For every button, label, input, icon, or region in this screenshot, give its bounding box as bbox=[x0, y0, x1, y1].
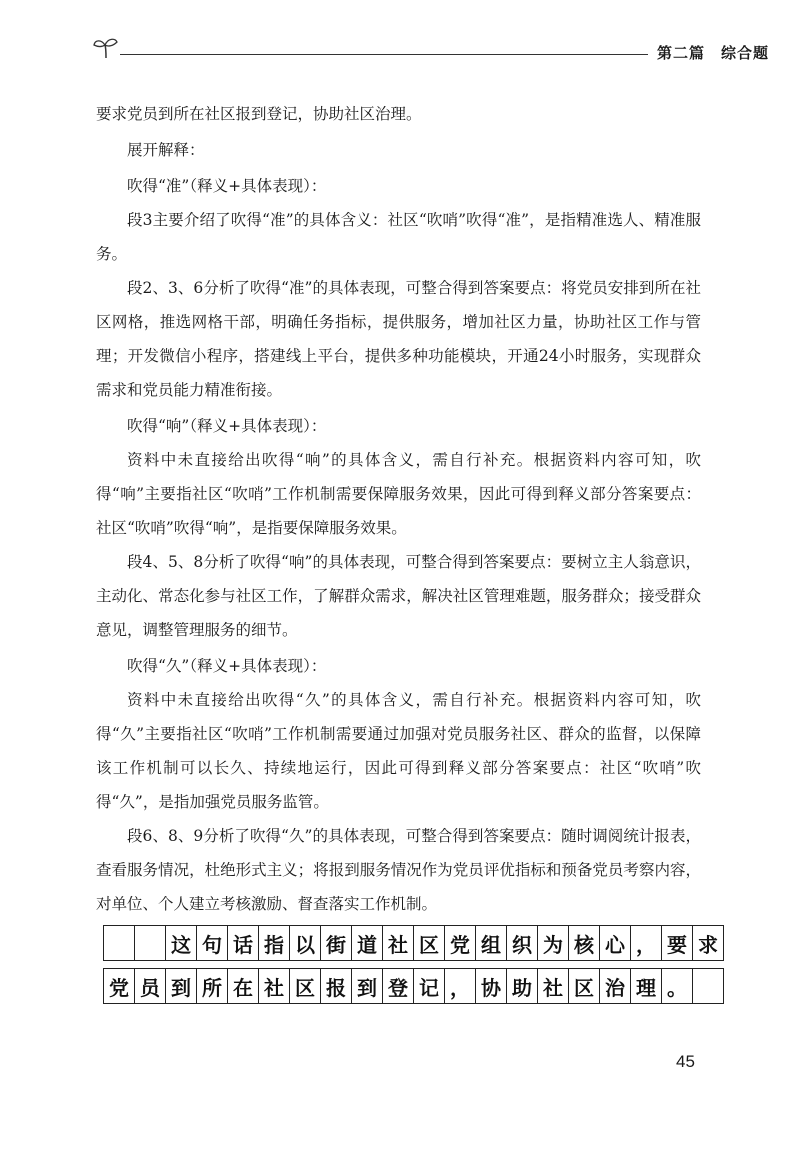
grid-cell: 区 bbox=[414, 926, 445, 961]
section-heading: 吹得“准”（释义+具体表现）： bbox=[127, 177, 327, 195]
grid-cell: 党 bbox=[445, 926, 476, 961]
grid-cell: 区 bbox=[569, 969, 600, 1004]
grid-cell: 以 bbox=[290, 926, 321, 961]
answer-grid-row-2 bbox=[103, 968, 724, 1004]
running-header bbox=[92, 36, 770, 66]
grid-cell: ， bbox=[631, 926, 662, 961]
grid-cell: 登 bbox=[383, 969, 414, 1004]
grid-cell: 道 bbox=[352, 926, 383, 961]
grid-cell: 指 bbox=[259, 926, 290, 961]
grid-cell: 所 bbox=[197, 969, 228, 1004]
grid-cell: 在 bbox=[228, 969, 259, 1004]
grid-cell: 社 bbox=[259, 969, 290, 1004]
grid-cell: 社 bbox=[538, 969, 569, 1004]
grid-cell: 报 bbox=[321, 969, 352, 1004]
body-paragraph: 资料中未直接给出吹得“响”的具体含义，需自行补充。根据资料内容可知，吹得“响”主要指社区“吹哨”工作机制需要保障服务效果，因此可得到释义部分答案要点：社区“吹哨”吹得“响”，是指要保障服务效果。 bbox=[96, 451, 701, 537]
body-paragraph: 段3主要介绍了吹得“准”的具体含义：社区“吹哨”吹得“准”，是指精准选人、精准服务。 bbox=[96, 211, 701, 263]
grid-cell: 求 bbox=[693, 926, 724, 961]
grid-cell: 组 bbox=[476, 926, 507, 961]
body-paragraph: 段4、5、8分析了吹得“响”的具体表现，可整合得到答案要点：要树立主人翁意识，主动化、常态化参与社区工作，了解群众需求，解决社区管理难题，服务群众；接受群众意见，调整管理服务的细节。 bbox=[96, 553, 701, 639]
grid-cell: 织 bbox=[507, 926, 538, 961]
grid-cell: 记 bbox=[414, 969, 445, 1004]
grid-cell: 区 bbox=[290, 969, 321, 1004]
grid-cell: 为 bbox=[538, 926, 569, 961]
chapter-title: 第二篇 综合题 bbox=[657, 44, 770, 62]
grid-cell bbox=[104, 926, 135, 961]
grid-cell: 治 bbox=[600, 969, 631, 1004]
grid-cell: 到 bbox=[352, 969, 383, 1004]
grid-cell: 句 bbox=[197, 926, 228, 961]
section-heading: 吹得“久”（释义+具体表现）： bbox=[127, 657, 327, 675]
grid-cell: ， bbox=[445, 969, 476, 1004]
grid-cell: 这 bbox=[166, 926, 197, 961]
header-rule bbox=[120, 54, 648, 55]
grid-cell: 核 bbox=[569, 926, 600, 961]
grid-cell: 话 bbox=[228, 926, 259, 961]
grid-cell: 员 bbox=[135, 969, 166, 1004]
sprout-icon bbox=[92, 36, 120, 60]
grid-cell: 要 bbox=[662, 926, 693, 961]
body-paragraph: 段2、3、6分析了吹得“准”的具体表现，可整合得到答案要点：将党员安排到所在社区网格，推选网格干部，明确任务指标，提供服务，增加社区力量，协助社区工作与管理；开发微信小程序，搭建线上平台，提供多种功能模块，开通24小时服务，实现群众需求和党员能力精准衔接。 bbox=[96, 279, 701, 399]
grid-cell bbox=[135, 926, 166, 961]
page-number: 45 bbox=[676, 1052, 695, 1071]
grid-cell: 理 bbox=[631, 969, 662, 1004]
body-paragraph: 要求党员到所在社区报到登记，协助社区治理。 bbox=[96, 105, 422, 123]
grid-cell: 。 bbox=[662, 969, 693, 1004]
grid-cell: 助 bbox=[507, 969, 538, 1004]
body-text bbox=[96, 97, 701, 921]
grid-cell: 心 bbox=[600, 926, 631, 961]
section-heading: 展开解释： bbox=[127, 141, 205, 159]
grid-cell: 到 bbox=[166, 969, 197, 1004]
body-paragraph: 资料中未直接给出吹得“久”的具体含义，需自行补充。根据资料内容可知，吹得“久”主要指社区“吹哨”工作机制需要通过加强对党员服务社区、群众的监督，以保障该工作机制可以长久、持续地运行，因此可得到释义部分答案要点：社区“吹哨”吹得“久”，是指加强党员服务监管。 bbox=[96, 691, 701, 811]
section-heading: 吹得“响”（释义+具体表现）： bbox=[127, 417, 327, 435]
grid-cell: 协 bbox=[476, 969, 507, 1004]
grid-cell bbox=[693, 969, 724, 1004]
answer-grid-row-1 bbox=[103, 925, 724, 961]
grid-cell: 党 bbox=[104, 969, 135, 1004]
body-paragraph: 段6、8、9分析了吹得“久”的具体表现，可整合得到答案要点：随时调阅统计报表，查看服务情况，杜绝形式主义；将报到服务情况作为党员评优指标和预备党员考察内容，对单位、个人建立考核激励、督查落实工作机制。 bbox=[96, 827, 701, 913]
grid-cell: 社 bbox=[383, 926, 414, 961]
grid-cell: 街 bbox=[321, 926, 352, 961]
